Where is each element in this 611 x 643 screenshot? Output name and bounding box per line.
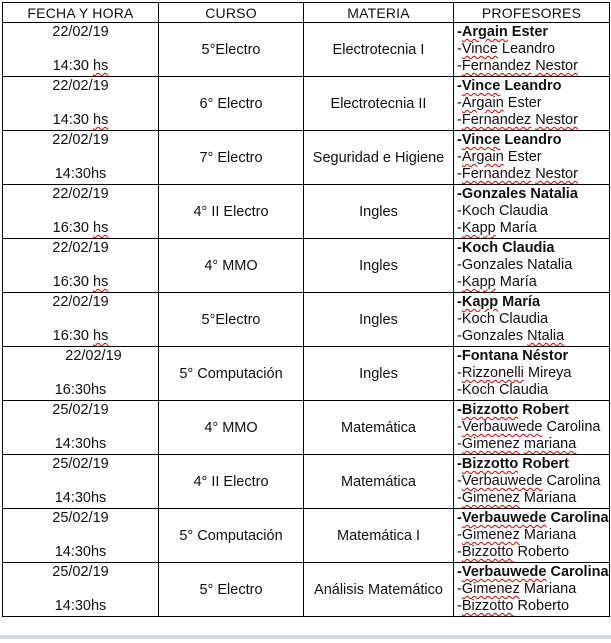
cell-curso[interactable]	[159, 455, 304, 509]
table-row	[3, 455, 610, 509]
materia-text: Matemática I	[337, 527, 420, 544]
cell-profesores[interactable]	[454, 23, 610, 77]
time-text: 16:30 hs	[52, 328, 109, 344]
profesor-name: -Kapp María	[457, 220, 537, 236]
misspelled-word: Kapp	[461, 294, 499, 310]
cell-materia[interactable]	[304, 563, 454, 617]
time-text: 14:30hs	[54, 490, 107, 506]
profesores-cell-content	[454, 563, 609, 616]
cell-curso[interactable]	[159, 239, 304, 293]
cell-fecha-hora[interactable]	[3, 401, 159, 455]
misspelled-word: Argain	[461, 95, 504, 111]
profesor-name: -Gimenez mariana	[457, 436, 577, 452]
time-text: 14:30hs	[54, 436, 107, 452]
table-row	[3, 185, 610, 239]
profesor-name: -Bizzotto Robert	[457, 402, 569, 418]
time-text: 14:30 hs	[52, 112, 109, 128]
materia-text: Ingles	[359, 203, 398, 220]
cell-profesores[interactable]	[454, 77, 610, 131]
curso-text: 5° Computación	[179, 527, 283, 544]
fecha-cell-content	[3, 77, 158, 130]
misspelled-word: Fernandez	[461, 58, 532, 74]
fecha-cell-content	[3, 455, 158, 508]
profesor-name: -Gonzales Natalia	[457, 186, 578, 202]
column-header-profesores[interactable]: PROFESORES	[454, 3, 610, 23]
misspelled-word: Vince	[461, 78, 501, 94]
profesor-name: -Kapp María	[457, 294, 541, 310]
column-header-fecha-y-hora[interactable]: FECHA Y HORA	[3, 3, 159, 23]
misspelled-word: Verbauwede	[461, 473, 543, 489]
curso-text: 4° MMO	[204, 257, 258, 274]
time-text: 14:30 hs	[52, 58, 109, 74]
cell-fecha-hora[interactable]	[3, 293, 159, 347]
profesores-cell-content	[454, 455, 609, 508]
profesor-name: -Gimenez Mariana	[457, 581, 577, 597]
curso-text: 5° Electro	[199, 581, 263, 598]
time-text: 14:30hs	[54, 598, 107, 614]
profesores-cell-content	[454, 509, 609, 562]
profesor-name: -Verbauwede Carolina	[457, 473, 601, 489]
profesores-cell-content	[454, 347, 609, 400]
cell-profesores[interactable]	[454, 293, 610, 347]
misspelled-word: Argain	[461, 24, 508, 40]
curso-text: 5° Computación	[179, 365, 283, 382]
cell-fecha-hora[interactable]	[3, 347, 159, 401]
profesor-name: -Bizzotto Roberto	[457, 544, 570, 560]
curso-text: 6° Electro	[199, 95, 263, 112]
time-text: 16:30hs	[54, 382, 107, 398]
cell-fecha-hora[interactable]	[3, 77, 159, 131]
materia-text: Electrotecnia II	[330, 95, 427, 112]
misspelled-word: hs	[93, 220, 109, 236]
curso-text: 5°Electro	[201, 41, 261, 58]
cell-profesores[interactable]	[454, 563, 610, 617]
profesores-cell-content	[454, 239, 609, 292]
time-text: 14:30hs	[54, 166, 107, 182]
fecha-cell-content	[3, 185, 158, 238]
misspelled-word: Argain	[461, 149, 504, 165]
table-row	[3, 347, 610, 401]
column-header-curso[interactable]: CURSO	[159, 3, 304, 23]
profesores-cell-content	[454, 23, 609, 76]
profesor-name: -Gimenez Mariana	[457, 527, 577, 543]
profesor-name: -Fernandez Nestor	[457, 112, 578, 128]
time-text: 16:30 hs	[52, 220, 109, 236]
cell-profesores[interactable]	[454, 347, 610, 401]
fecha-cell-content	[3, 131, 158, 184]
cell-fecha-hora[interactable]	[3, 23, 159, 77]
date-text: 22/02/19	[52, 294, 109, 310]
time-text: 16:30 hs	[52, 274, 109, 290]
fecha-cell-content	[3, 293, 158, 346]
misspelled-word: hs	[93, 328, 109, 344]
cell-fecha-hora[interactable]	[3, 563, 159, 617]
misspelled-word: Kapp	[461, 220, 496, 236]
misspelled-word: Kapp	[461, 274, 496, 290]
table-body	[3, 23, 610, 617]
date-text: 22/02/19	[52, 24, 109, 40]
profesor-name: -Verbauwede Carolina	[457, 564, 609, 580]
profesor-name: -Vince Leandro	[457, 132, 562, 148]
misspelled-word: Bizzotto	[461, 598, 514, 614]
schedule-table	[2, 2, 610, 617]
fecha-cell-content	[3, 401, 158, 454]
column-header-materia[interactable]: MATERIA	[304, 3, 454, 23]
curso-text: 5°Electro	[201, 311, 261, 328]
misspelled-word: Bizzotto	[461, 544, 514, 560]
profesor-name: -Fernandez Nestor	[457, 166, 578, 182]
misspelled-word: Bizzotto	[461, 402, 519, 418]
misspelled-word: Vince	[461, 132, 501, 148]
fecha-cell-content	[3, 563, 158, 616]
misspelled-word: Rizzonelli	[461, 365, 524, 381]
cell-profesores[interactable]	[454, 401, 610, 455]
fecha-cell-content	[3, 23, 158, 76]
cell-materia[interactable]	[304, 455, 454, 509]
profesor-name: -Koch Claudia	[457, 203, 549, 219]
profesor-name: -Bizzotto Robert	[457, 456, 569, 472]
misspelled-word: hs	[93, 112, 109, 128]
cell-profesores[interactable]	[454, 185, 610, 239]
date-text: 22/02/19	[52, 78, 109, 94]
header-row	[3, 3, 610, 23]
cell-materia[interactable]	[304, 131, 454, 185]
cell-materia[interactable]	[304, 23, 454, 77]
profesor-name: -Fontana Néstor	[457, 348, 569, 364]
date-text: 25/02/19	[52, 402, 109, 418]
time-text: 14:30hs	[54, 544, 107, 560]
profesor-name: -Gimenez Mariana	[457, 490, 577, 506]
misspelled-word: Ntalia	[527, 328, 565, 344]
curso-text: 4° II Electro	[193, 203, 269, 220]
profesor-name: -Verbauwede Carolina	[457, 419, 601, 435]
cell-materia[interactable]	[304, 401, 454, 455]
profesor-name: -Verbauwede Carolina	[457, 510, 609, 526]
materia-text: Electrotecnia I	[332, 41, 425, 58]
misspelled-word: Fernandez	[461, 112, 532, 128]
profesor-name: -Kapp María	[457, 274, 537, 290]
table-row	[3, 23, 610, 77]
materia-text: Ingles	[359, 257, 398, 274]
table-row	[3, 563, 610, 617]
cell-profesores[interactable]	[454, 131, 610, 185]
date-text: 25/02/19	[52, 510, 109, 526]
materia-text: Matemática	[341, 419, 416, 436]
table-row	[3, 131, 610, 185]
misspelled-word: Verbauwede	[461, 419, 543, 435]
cell-fecha-hora[interactable]	[3, 455, 159, 509]
cell-fecha-hora[interactable]	[3, 509, 159, 563]
table-row	[3, 509, 610, 563]
profesores-cell-content	[454, 401, 609, 454]
misspelled-word: Fernandez	[461, 166, 532, 182]
misspelled-word: Gimenez	[461, 581, 520, 597]
date-text: 22/02/19	[52, 186, 109, 202]
misspelled-word: hs	[93, 58, 109, 74]
profesor-name: -Bizzotto Roberto	[457, 598, 570, 614]
curso-text: 7° Electro	[199, 149, 263, 166]
cell-curso[interactable]	[159, 293, 304, 347]
misspelled-word: Vince	[461, 41, 498, 57]
date-text: 22/02/19	[52, 240, 109, 256]
fecha-cell-content	[3, 347, 158, 400]
cell-materia[interactable]	[304, 185, 454, 239]
cell-materia[interactable]	[304, 239, 454, 293]
table-row	[3, 401, 610, 455]
profesor-name: -Vince Leandro	[457, 41, 556, 57]
misspelled-word: Nestor	[535, 166, 578, 182]
profesor-name: -Rizzonelli Mireya	[457, 365, 572, 381]
materia-text: Matemática	[341, 473, 416, 490]
materia-text: Ingles	[359, 311, 398, 328]
profesores-cell-content	[454, 77, 609, 130]
cell-materia[interactable]	[304, 77, 454, 131]
misspelled-word: mariana	[523, 436, 577, 452]
cell-curso[interactable]	[159, 563, 304, 617]
materia-text: Ingles	[359, 365, 398, 382]
cell-curso[interactable]	[159, 347, 304, 401]
date-text: 25/02/19	[52, 564, 109, 580]
misspelled-word: Nestor	[535, 112, 578, 128]
profesor-name: -Gonzales Natalia	[457, 257, 573, 273]
cell-curso[interactable]	[159, 401, 304, 455]
profesor-name: -Fernandez Nestor	[457, 58, 578, 74]
date-text: 22/02/19	[52, 132, 109, 148]
profesor-name: -Gonzales Ntalia	[457, 328, 565, 344]
cell-curso[interactable]	[159, 509, 304, 563]
cell-materia[interactable]	[304, 509, 454, 563]
misspelled-word: Verbauwede	[461, 564, 547, 580]
profesor-name: -Argain Ester	[457, 95, 542, 111]
profesores-cell-content	[454, 131, 609, 184]
cell-curso[interactable]	[159, 185, 304, 239]
misspelled-word: Bizzotto	[461, 456, 519, 472]
fecha-cell-content	[3, 239, 158, 292]
date-text: 22/02/19	[65, 348, 122, 364]
page-edge-divider	[0, 635, 611, 639]
profesor-name: -Argain Ester	[457, 149, 542, 165]
cell-fecha-hora[interactable]	[3, 239, 159, 293]
cell-profesores[interactable]	[454, 509, 610, 563]
profesor-name: -Argain Ester	[457, 24, 549, 40]
misspelled-word: Verbauwede	[461, 510, 547, 526]
misspelled-word: Gimenez	[461, 527, 520, 543]
profesores-cell-content	[454, 185, 609, 238]
cell-materia[interactable]	[304, 347, 454, 401]
misspelled-word: hs	[93, 274, 109, 290]
profesor-name: -Vince Leandro	[457, 78, 562, 94]
cell-curso[interactable]	[159, 23, 304, 77]
date-text: 25/02/19	[52, 456, 109, 472]
misspelled-word: Gimenez	[461, 436, 520, 452]
cell-profesores[interactable]	[454, 455, 610, 509]
table-row	[3, 239, 610, 293]
cell-curso[interactable]	[159, 77, 304, 131]
curso-text: 4° II Electro	[193, 473, 269, 490]
cell-profesores[interactable]	[454, 239, 610, 293]
profesor-name: -Koch Claudia	[457, 382, 549, 398]
curso-text: 4° MMO	[204, 419, 258, 436]
cell-fecha-hora[interactable]	[3, 185, 159, 239]
cell-fecha-hora[interactable]	[3, 131, 159, 185]
misspelled-word: Gimenez	[461, 490, 520, 506]
cell-materia[interactable]	[304, 293, 454, 347]
profesores-cell-content	[454, 293, 609, 346]
fecha-cell-content	[3, 509, 158, 562]
cell-curso[interactable]	[159, 131, 304, 185]
profesor-name: -Koch Claudia	[457, 240, 555, 256]
materia-text: Seguridad e Higiene	[312, 149, 445, 166]
table-row	[3, 77, 610, 131]
materia-text: Análisis Matemático	[314, 581, 443, 598]
table-row	[3, 293, 610, 347]
misspelled-word: Nestor	[535, 58, 578, 74]
profesor-name: -Koch Claudia	[457, 311, 549, 327]
